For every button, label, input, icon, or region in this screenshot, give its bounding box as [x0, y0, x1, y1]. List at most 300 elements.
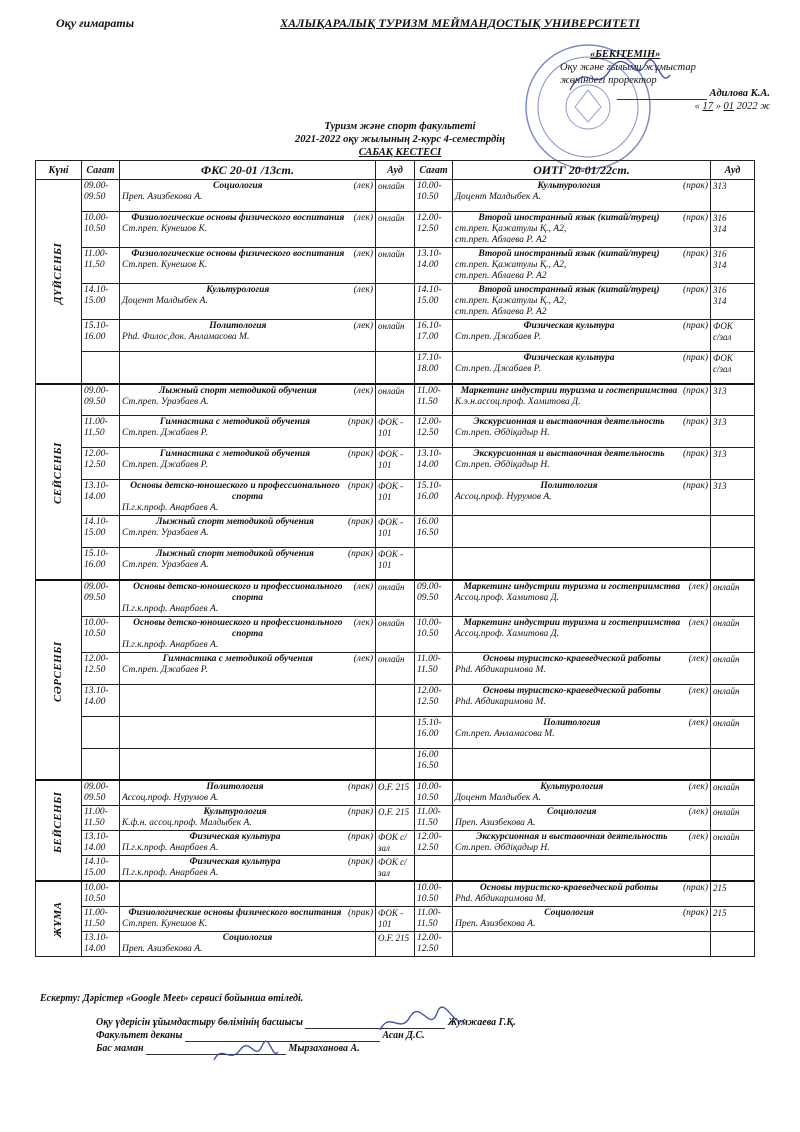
subject-name: Физическая культура	[189, 832, 281, 842]
room-cell	[711, 212, 755, 248]
lesson-type: (лек)	[353, 581, 373, 592]
room-value: онлайн	[378, 321, 405, 331]
table-row	[36, 716, 755, 748]
lesson-type: (прак)	[682, 353, 708, 363]
subject-name: Второй иностранный язык (китай/турец)	[478, 213, 660, 223]
teacher-name: К.э.н.ассоц.проф. Хамитова Д.	[455, 396, 581, 407]
subject-line	[455, 417, 708, 428]
teacher-name: Преп. Азизбекова А.	[455, 919, 536, 929]
subject-line	[122, 654, 373, 665]
lesson-type: (лек)	[353, 249, 373, 259]
teacher-name: Преп. Азизбекова А.	[455, 818, 536, 828]
table-header-row	[36, 161, 755, 180]
time-cell	[82, 716, 120, 748]
teacher-name: Phd. Абдикаримова М.	[455, 664, 546, 675]
signature-role: Бас маман	[96, 1043, 144, 1054]
teacher-name: Доцент Малдыбек А.	[455, 192, 541, 202]
lesson-type: (лек)	[353, 617, 373, 628]
subject-line	[455, 449, 708, 460]
subject-name: Второй иностранный язык (китай/турец)	[478, 249, 660, 259]
subject-name: Основы туристско-краеведческой работы	[482, 685, 661, 696]
room-value: онлайн	[378, 581, 405, 592]
subject-name: Второй иностранный язык (китай/турец)	[478, 285, 660, 295]
time-cell	[82, 780, 120, 806]
lesson-type: (лек)	[353, 181, 373, 191]
schedule-title	[0, 120, 800, 159]
time-value: 15.10-16.00	[84, 549, 109, 570]
signature-role: Оқу үдерісін ұйымдастыру бөлімінің басшысы	[96, 1017, 303, 1028]
lesson-cell	[120, 881, 376, 907]
subject-line	[455, 353, 708, 364]
lesson-type: (лек)	[688, 653, 708, 664]
time-cell	[82, 384, 120, 416]
lesson-cell	[120, 384, 376, 416]
header-room: Ауд	[376, 161, 415, 180]
table-row	[36, 212, 755, 248]
subject-line	[122, 782, 373, 793]
subject-name: Основы детско-юношеского и профессионального спорта	[133, 581, 343, 603]
room-cell	[376, 320, 415, 352]
subject-name: Гимнастика с методикой обучения	[159, 449, 311, 459]
time-value: 10.00-10.50	[84, 213, 109, 234]
room-value: онлайн	[713, 807, 740, 817]
subject-line	[122, 449, 373, 460]
time-value: 17.10-18.00	[417, 353, 442, 374]
table-row	[36, 780, 755, 806]
lesson-cell	[453, 416, 711, 448]
teacher-name: П.г.к.проф. Анарбаев А.	[122, 503, 219, 513]
subject-line	[455, 582, 708, 593]
time-value: 12.00-12.50	[417, 685, 442, 707]
time-cell	[415, 180, 453, 212]
teacher-name: Ст.преп. Кунешов К.	[122, 919, 208, 929]
subject-name: Политология	[206, 782, 264, 792]
time-cell	[415, 352, 453, 384]
time-value: 16.00 16.50	[417, 749, 439, 771]
teacher-name: Phd. Филос,док. Анламасова М.	[122, 332, 250, 342]
room-value: 316 314	[713, 213, 727, 234]
time-value: 14.10-15.00	[84, 285, 109, 306]
subject-line	[455, 908, 708, 919]
time-cell	[415, 652, 453, 684]
time-value: 09.00-09.50	[84, 181, 109, 202]
time-cell	[82, 480, 120, 516]
time-cell	[415, 716, 453, 748]
table-row	[36, 907, 755, 932]
teacher-name: Ст.преп. Джабаев Р.	[122, 664, 209, 675]
time-cell	[82, 652, 120, 684]
header-time2: Сағат	[415, 161, 453, 180]
time-value: 14.10-15.00	[84, 517, 109, 538]
lesson-cell	[120, 780, 376, 806]
room-value: онлайн	[713, 717, 740, 728]
lesson-type: (прак)	[347, 807, 373, 817]
room-value: ФОК - 101	[378, 549, 404, 570]
teacher-name: Ассоц.проф. Нурумов А.	[122, 793, 219, 803]
time-value: 13.10-14.00	[84, 685, 109, 707]
room-value: 313	[713, 417, 727, 427]
lesson-cell	[120, 748, 376, 780]
lesson-cell	[120, 716, 376, 748]
approval-day: 17	[702, 101, 713, 112]
room-value: онлайн	[713, 581, 740, 592]
time-cell	[82, 806, 120, 831]
time-value: 14.10-15.00	[84, 857, 109, 878]
lesson-type: (прак)	[682, 285, 708, 295]
subject-name: Лыжный спорт методикой обучения	[156, 549, 314, 559]
lesson-type: (прак)	[682, 417, 708, 427]
time-cell	[82, 616, 120, 652]
time-value: 15.10-16.00	[417, 717, 442, 739]
time-cell	[415, 881, 453, 907]
lesson-type: (прак)	[347, 908, 373, 918]
lesson-type: (лек)	[353, 653, 373, 664]
schedule-table	[35, 160, 755, 957]
lesson-cell	[453, 881, 711, 907]
time-cell	[82, 932, 120, 957]
day-cell	[36, 580, 82, 781]
lesson-cell	[120, 320, 376, 352]
time-value: 11.00-11.50	[84, 249, 108, 270]
teacher-name: Phd. Абдикаримова М.	[455, 894, 546, 904]
room-value: онлайн	[713, 832, 740, 842]
table-row	[36, 616, 755, 652]
subject-name: Физиологические основы физического воспитания	[131, 213, 345, 223]
lesson-type: (прак)	[682, 181, 708, 191]
room-cell	[711, 907, 755, 932]
lesson-cell	[453, 516, 711, 548]
time-cell	[82, 416, 120, 448]
time-cell	[82, 831, 120, 856]
room-cell	[711, 684, 755, 716]
lesson-type: (лек)	[688, 685, 708, 696]
table-row	[36, 748, 755, 780]
subject-name: Социология	[544, 908, 594, 918]
room-value: О.F. 215	[378, 933, 410, 943]
subject-name: Экскурсионная и выставочная деятельность	[473, 449, 665, 459]
room-cell	[711, 516, 755, 548]
table-row	[36, 352, 755, 384]
header-time: Сағат	[82, 161, 120, 180]
room-value: 313	[713, 385, 727, 396]
time-cell	[415, 616, 453, 652]
time-value: 13.10-14.00	[84, 832, 109, 853]
teacher-name: ст.преп. Қажатулы Қ., А2, ст.преп. Аблаева Р. А2	[455, 224, 567, 245]
lesson-cell	[453, 548, 711, 580]
room-value: онлайн	[713, 782, 740, 792]
time-value: 09.00-09.50	[417, 581, 442, 603]
subject-line	[455, 883, 708, 894]
day-name: ЖҰМА	[52, 901, 64, 937]
signature-row	[96, 1042, 516, 1055]
room-cell	[711, 780, 755, 806]
teacher-name: Преп. Азизбекова А.	[122, 944, 203, 954]
time-cell	[415, 212, 453, 248]
day-cell	[36, 881, 82, 957]
subject-line	[455, 782, 708, 793]
time-value: 13.10-14.00	[84, 933, 109, 954]
room-value: 313	[713, 181, 727, 191]
teacher-name: Ст.преп. Кунешов К.	[122, 260, 208, 270]
lesson-cell	[120, 352, 376, 384]
lesson-cell	[120, 831, 376, 856]
lesson-type: (лек)	[688, 832, 708, 842]
time-cell	[415, 580, 453, 617]
subject-name: Социология	[213, 181, 263, 191]
time-cell	[415, 416, 453, 448]
room-cell	[376, 806, 415, 831]
signature-person: Асан Д.С.	[382, 1030, 425, 1041]
subject-name: Социология	[222, 933, 273, 943]
table-row	[36, 856, 755, 882]
subject-line	[122, 582, 373, 604]
room-cell	[711, 652, 755, 684]
subject-name: Гимнастика с методикой обучения	[159, 417, 311, 427]
table-row	[36, 932, 755, 957]
time-cell	[415, 780, 453, 806]
time-cell	[415, 284, 453, 320]
time-cell	[415, 856, 453, 882]
subject-name: Маркетинг индустрии туризма и гостеприимства	[463, 581, 681, 592]
subject-name: Основы туристско-краеведческой работы	[479, 883, 659, 893]
academic-year: 2021-2022 оқу жылының 2-курс 4-семестрдің	[295, 134, 505, 145]
room-cell	[376, 416, 415, 448]
lesson-cell	[453, 284, 711, 320]
time-cell	[82, 580, 120, 617]
time-value: 11.00-11.50	[417, 908, 441, 929]
time-value: 10.00-10.50	[417, 617, 442, 639]
lesson-cell	[120, 907, 376, 932]
lesson-cell	[453, 352, 711, 384]
room-value: онлайн	[713, 653, 740, 664]
time-cell	[415, 748, 453, 780]
room-cell	[711, 248, 755, 284]
subject-name: Экскурсионная и выставочная деятельность	[473, 417, 665, 427]
table-row	[36, 516, 755, 548]
table-row	[36, 881, 755, 907]
approval-year: 2022 ж	[736, 101, 770, 112]
lesson-type: (лек)	[353, 321, 373, 331]
time-cell	[82, 352, 120, 384]
room-value: онлайн	[378, 181, 405, 191]
subject-name: Лыжный спорт методикой обучения	[156, 517, 314, 527]
subject-name: Физиологические основы физического воспитания	[131, 249, 345, 259]
room-cell	[711, 180, 755, 212]
time-cell	[415, 248, 453, 284]
subject-line	[455, 618, 708, 629]
lesson-cell	[120, 652, 376, 684]
lesson-type: (прак)	[347, 782, 373, 792]
time-cell	[82, 548, 120, 580]
schedule-name: САБАҚ КЕСТЕСІ	[358, 147, 442, 158]
lesson-type: (прак)	[347, 832, 373, 842]
room-cell	[376, 652, 415, 684]
teacher-name: Ст.преп. Әбдіқадыр Н.	[455, 843, 550, 853]
room-cell	[376, 580, 415, 617]
room-value: ФОК с/зал	[713, 321, 733, 342]
lesson-cell	[453, 856, 711, 882]
subject-name: Политология	[543, 717, 601, 728]
approval-month: 01	[723, 101, 734, 112]
teacher-name: Ст.преп. Уразбаев А.	[122, 560, 209, 570]
lesson-cell	[120, 806, 376, 831]
time-cell	[415, 320, 453, 352]
room-cell	[711, 352, 755, 384]
teacher-name: Ст.преп. Әбдіқадыр Н.	[455, 460, 550, 470]
time-value: 12.00-12.50	[417, 213, 442, 234]
lesson-cell	[453, 780, 711, 806]
subject-name: Физическая культура	[523, 321, 615, 331]
time-cell	[415, 932, 453, 957]
room-value: 313	[713, 481, 727, 491]
teacher-name: Ст.преп. Уразбаев А.	[122, 396, 209, 407]
room-value: ФОК - 101	[378, 908, 404, 929]
subject-line	[455, 181, 708, 192]
prorector-signature-icon	[565, 55, 675, 100]
subject-line	[455, 654, 708, 665]
lesson-cell	[453, 480, 711, 516]
head-signature-icon	[375, 1005, 470, 1040]
teacher-name: П.г.к.проф. Анарбаев А.	[122, 843, 219, 853]
lesson-cell	[120, 548, 376, 580]
room-cell	[376, 352, 415, 384]
teacher-name: Доцент Малдыбек А.	[122, 296, 208, 306]
room-cell	[376, 616, 415, 652]
lesson-cell	[120, 684, 376, 716]
lesson-cell	[120, 416, 376, 448]
room-value: 316 314	[713, 249, 727, 270]
room-cell	[711, 548, 755, 580]
subject-name: Социология	[547, 807, 597, 817]
time-cell	[82, 516, 120, 548]
room-value: ФОК - 101	[378, 481, 404, 502]
subject-name: Маркетинг индустрии туризма и гостеприимства	[463, 617, 681, 628]
time-cell	[82, 180, 120, 212]
day-cell	[36, 180, 82, 384]
table-row	[36, 580, 755, 617]
time-value: 10.00-10.50	[417, 181, 442, 202]
time-cell	[415, 384, 453, 416]
time-value: 15.10-16.00	[417, 481, 442, 502]
day-name: СӘРСЕНБІ	[52, 641, 64, 703]
subject-name: Культурология	[540, 782, 604, 792]
time-value: 10.00-10.50	[84, 617, 109, 639]
teacher-name: Ассоц.проф. Хамитова Д.	[455, 592, 560, 603]
day-name: БЕЙСЕНБІ	[52, 791, 64, 853]
room-cell	[376, 284, 415, 320]
lesson-type: (лек)	[688, 581, 708, 592]
approval-line1: Оқу және ғылыми жұмыстар	[560, 62, 696, 73]
subject-line	[455, 386, 708, 397]
table-row	[36, 180, 755, 212]
lesson-cell	[453, 180, 711, 212]
time-value: 09.00-09.50	[84, 782, 109, 803]
room-cell	[711, 416, 755, 448]
room-cell	[376, 248, 415, 284]
signature-role: Факультет деканы	[96, 1030, 183, 1041]
room-value: ФОК с/зал	[713, 353, 733, 374]
subject-line	[122, 933, 373, 944]
header-day: Күні	[36, 161, 82, 180]
subject-line	[122, 249, 373, 260]
subject-line	[455, 213, 708, 224]
room-value: ФОК с/зал	[378, 832, 407, 853]
time-value: 10.00-10.50	[84, 883, 109, 904]
room-cell	[376, 384, 415, 416]
room-cell	[711, 320, 755, 352]
subject-name: Политология	[209, 321, 267, 331]
room-cell	[376, 448, 415, 480]
subject-name: Культурология	[206, 285, 270, 295]
header-group2: ОИТГ 20-01/22ст.	[453, 161, 711, 180]
table-row	[36, 806, 755, 831]
subject-line	[455, 321, 708, 332]
room-value: онлайн	[378, 653, 405, 664]
lesson-type: (прак)	[682, 321, 708, 331]
subject-name: Лыжный спорт методикой обучения	[158, 385, 317, 396]
subject-line	[122, 807, 373, 818]
time-cell	[82, 881, 120, 907]
teacher-name: Ассоц.проф. Хамитова Д.	[455, 628, 560, 639]
lesson-cell	[453, 652, 711, 684]
lesson-cell	[453, 684, 711, 716]
room-cell	[711, 580, 755, 617]
room-cell	[376, 748, 415, 780]
teacher-name: Ст.преп. Джабаев Р.	[122, 460, 209, 470]
room-value: ФОК с/зал	[378, 857, 407, 878]
time-value: 11.00-11.50	[84, 908, 108, 929]
table-row	[36, 652, 755, 684]
table-row	[36, 448, 755, 480]
approval-name: Адилова К.А.	[709, 88, 770, 99]
time-cell	[82, 284, 120, 320]
room-value: О.F. 215	[378, 782, 410, 792]
room-value: ФОК - 101	[378, 449, 404, 470]
lesson-cell	[120, 284, 376, 320]
time-value: 13.10-14.00	[84, 481, 109, 502]
room-value: онлайн	[378, 249, 405, 259]
lesson-cell	[453, 716, 711, 748]
lesson-cell	[453, 806, 711, 831]
subject-name: Физическая культура	[189, 857, 281, 867]
time-cell	[82, 907, 120, 932]
teacher-name: П.г.к.проф. Анарбаев А.	[122, 868, 219, 878]
lesson-cell	[120, 248, 376, 284]
room-value: онлайн	[713, 685, 740, 696]
lesson-cell	[120, 212, 376, 248]
lesson-cell	[120, 516, 376, 548]
room-cell	[376, 212, 415, 248]
header-room2: Ауд	[711, 161, 755, 180]
teacher-name: Ст.преп. Джабаев Р.	[122, 428, 209, 438]
subject-name: Физическая культура	[523, 353, 615, 363]
table-row	[36, 684, 755, 716]
table-row	[36, 284, 755, 320]
subject-line	[455, 249, 708, 260]
teacher-name: Ст.преп. Джабаев Р.	[455, 364, 542, 374]
approval-date	[560, 100, 770, 113]
room-value: 215	[713, 908, 727, 918]
room-cell	[376, 780, 415, 806]
time-value: 11.00-11.50	[417, 653, 441, 675]
subject-line	[122, 517, 373, 528]
subject-name: Маркетинг индустрии туризма и гостеприимства	[460, 385, 678, 396]
room-cell	[711, 881, 755, 907]
room-cell	[376, 716, 415, 748]
lesson-type: (прак)	[682, 213, 708, 223]
teacher-name: Преп. Азизбекова А.	[122, 192, 203, 202]
table-row	[36, 416, 755, 448]
